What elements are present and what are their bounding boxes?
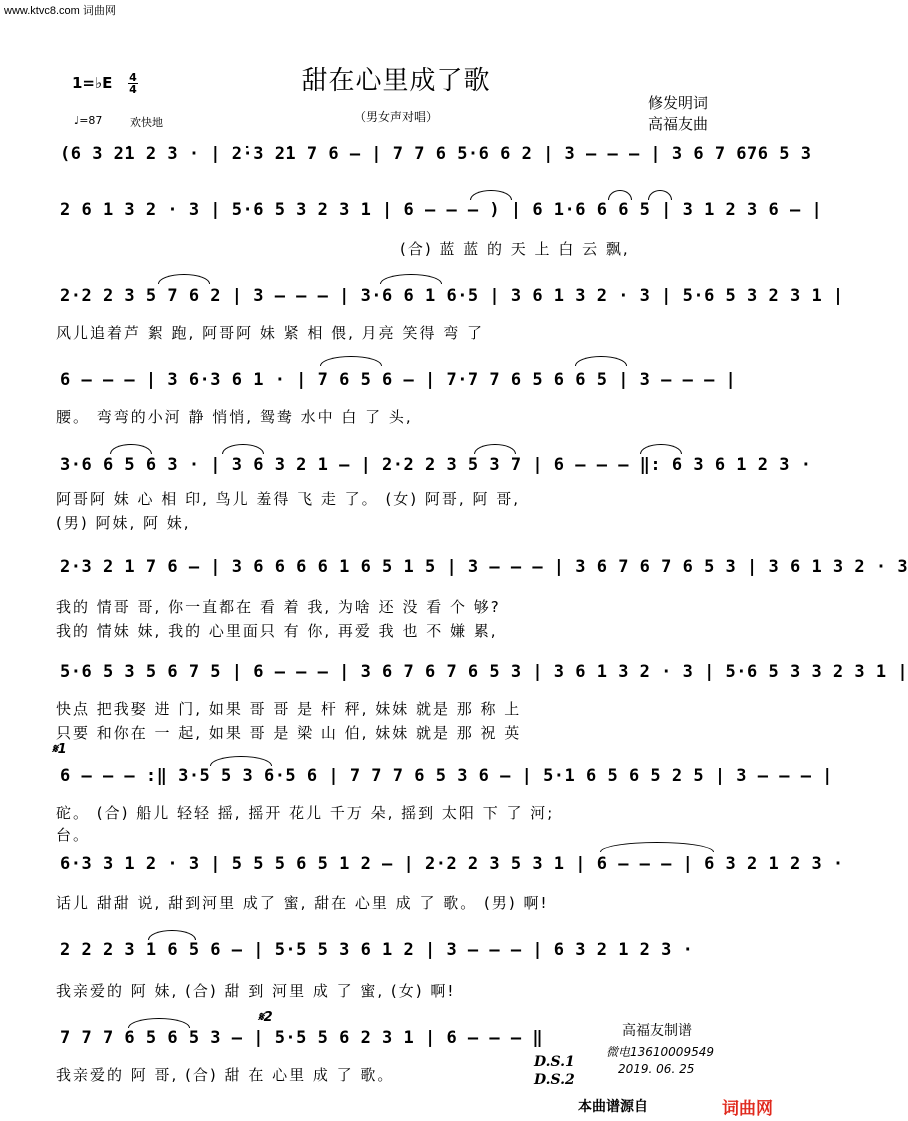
composer-credit: 高福友曲 (648, 115, 709, 133)
slur-mark (148, 930, 196, 940)
lyric-line: 砣。 (合) 船儿 轻轻 摇, 摇开 花儿 千万 朵, 摇到 太阳 下 了 河; (56, 804, 555, 822)
notation-row: 5·6 5 3 5 6 7 5 | 6 – – – | 3 6 7 6 7 6 5 3 | 3 6 1 3 2 · 3 | 5·6 5 3 3 2 3 1 | (60, 662, 908, 682)
key-signature: 1=♭E (72, 74, 113, 92)
source-label: 本曲谱源自 (578, 1099, 648, 1115)
slur-mark (158, 274, 210, 284)
slur-mark (640, 444, 682, 454)
slur-mark (648, 190, 672, 200)
meter-top: 4 (129, 71, 137, 84)
song-title: 甜在心里成了歌 (301, 66, 491, 96)
notation-row: 2 2 2 3 1 6 5 6 – | 5·5 5 3 6 1 2 | 3 – – – | 6 3 2 1 2 3 · (60, 940, 694, 960)
lyric-line: 快点 把我娶 进 门, 如果 哥 哥 是 杆 秤, 妹妹 就是 那 称 上 (56, 700, 522, 718)
notation-row: 2·2 2 3 5 7 6 2 | 3 – – – | 3·6 6 1 6·5 | 3 6 1 3 2 · 3 | 5·6 5 3 2 3 1 | (60, 286, 844, 306)
song-subtitle: （男女声对唱） (353, 110, 438, 124)
slur-mark (575, 356, 627, 366)
lyric-line: 我亲爱的 阿 妹, (合) 甜 到 河里 成 了 蜜, (女) 啊! (56, 982, 456, 1000)
tempo-marking: ♩=87 (74, 114, 103, 127)
lyric-line: 阿哥阿 妹 心 相 印, 鸟儿 羞得 飞 走 了。 (女) 阿哥, 阿 哥, (56, 490, 520, 508)
site-watermark: www.ktvc8.com 词曲网 (4, 5, 116, 17)
slur-mark (470, 190, 512, 200)
lyric-line: 腰。 弯弯的小河 静 悄悄, 鸳鸯 水中 白 了 头, (56, 408, 413, 426)
expression-marking: 欢快地 (130, 116, 163, 129)
lyric-line: (合) 蓝 蓝 的 天 上 白 云 飘, (400, 240, 630, 258)
notation-row: 7 7 7 6 5 6 5 3 – | 5·5 5 6 2 3 1 | 6 – – – ‖ (60, 1028, 544, 1048)
notation-row: 6 – – – :‖ 3·5 5 3 6·5 6 | 7 7 7 6 5 3 6 – | 5·1 6 5 6 5 2 5 | 3 – – – | (60, 766, 833, 786)
time-signature (128, 72, 138, 95)
transcriber-credit: 高福友制谱 (622, 1023, 692, 1039)
brand-logo-text[interactable]: 词曲网 (722, 1099, 773, 1119)
meter-bottom: 4 (129, 83, 137, 96)
slur-mark (110, 444, 152, 454)
slur-mark (128, 1018, 190, 1028)
ds-mark-2: D.S.2 (534, 1072, 575, 1088)
slur-mark (608, 190, 632, 200)
slur-mark (222, 444, 264, 454)
slur-mark (474, 444, 516, 454)
contact-phone: 微电13610009549 (606, 1045, 714, 1059)
slur-mark (210, 756, 272, 766)
notation-row: (6 3 2̇1 2 3 · | 2̇·3 2̇1 7 6 – | 7 7 6 5·6 6 2 | 3 – – – | 3 6 7 676 5 3 (60, 144, 812, 164)
slur-mark (320, 356, 382, 366)
lyric-line: 我的 情妹 妹, 我的 心里面只 有 你, 再爱 我 也 不 嫌 累, (56, 622, 498, 640)
lyric-line: 我亲爱的 阿 哥, (合) 甜 在 心里 成 了 歌。 (56, 1066, 395, 1084)
slur-mark (380, 274, 442, 284)
notation-row: 6·3 3 1 2 · 3 | 5 5 5 6 5 1 2 – | 2·2 2 3 5 3 1 | 6 – – – | 6 3 2 1 2 3 · (60, 854, 844, 874)
notation-row: 3·6 6 5 6 3 · | 3 6 3 2 1 – | 2·2 2 3 5 3 7 | 6 – – – ‖: 6 3 6 1 2 3 · (60, 455, 812, 475)
lyric-line: 我的 情哥 哥, 你一直都在 看 着 我, 为啥 还 没 看 个 够? (56, 598, 501, 616)
lyric-line: 台。 (56, 826, 91, 844)
notation-row: 2 6 1 3 2 · 3 | 5·6 5 3 2 3 1 | 6 – – – ) | 6 1·6 6 6 5 | 3 1 2 3 6 – | (60, 200, 823, 220)
lyric-line: (男) 阿妹, 阿 妹, (56, 514, 191, 532)
lyric-line: 只要 和你在 一 起, 如果 哥 是 梁 山 伯, 妹妹 就是 那 祝 英 (56, 724, 522, 742)
lyric-line: 风儿追着芦 絮 跑, 阿哥阿 妹 紧 相 偎, 月亮 笑得 弯 了 (56, 324, 484, 342)
segno-1: 𝄋1 (52, 742, 67, 757)
lyric-line: 话儿 甜甜 说, 甜到河里 成了 蜜, 甜在 心里 成 了 歌。 (男) 啊! (56, 894, 549, 912)
lyricist-credit: 修发明词 (648, 94, 709, 112)
notation-row: 6 – – – | 3 6·3 6 1 · | 7 6 5 6 – | 7·7 7 6 5 6 6 5 | 3 – – – | (60, 370, 737, 390)
ds-mark-1: D.S.1 (534, 1054, 575, 1070)
segno-2: 𝄋2 (258, 1010, 273, 1025)
transcription-date: 2019. 06. 25 (618, 1062, 695, 1076)
notation-row: 2·3 2 1 7 6 – | 3 6 6 6 6 1 6 5 1 5 | 3 – – – | 3 6 7 6 7 6 5 3 | 3 6 1 3 2 · 3 (60, 557, 908, 577)
slur-mark (600, 842, 714, 852)
